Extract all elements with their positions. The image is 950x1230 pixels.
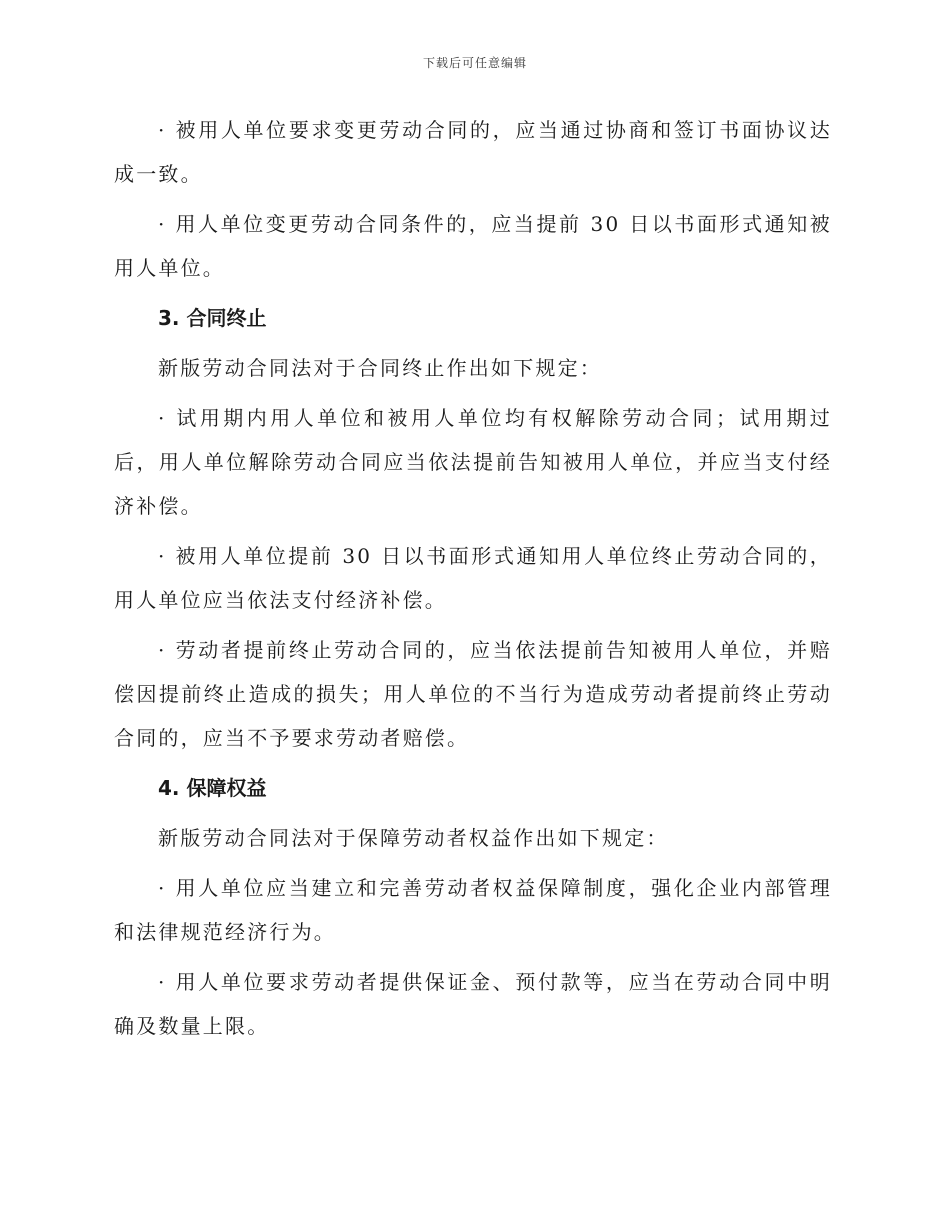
paragraph-termination-intro: 新版劳动合同法对于合同终止作出如下规定： xyxy=(158,356,602,380)
paragraph-probation-termination: · 试用期内用人单位和被用人单位均有权解除劳动合同；试用期过后，用人单位解除劳动合同应当依法提前告知被用人单位，并应当支付经济补偿。 xyxy=(114,406,832,518)
section-heading-rights-protection: 4. 保障权益 xyxy=(158,776,267,800)
paragraph-rights-system: · 用人单位应当建立和完善劳动者权益保障制度，强化企业内部管理和法律规范经济行为。 xyxy=(114,876,832,944)
page-header: 下载后可任意编辑 xyxy=(422,56,527,70)
document-body xyxy=(114,108,832,1054)
paragraph-rights-intro: 新版劳动合同法对于保障劳动者权益作出如下规定： xyxy=(158,826,669,850)
paragraph-contract-change-notice: · 用人单位变更劳动合同条件的，应当提前 30 日以书面形式通知被用人单位。 xyxy=(114,212,832,280)
paragraph-deposit-limit: · 用人单位要求劳动者提供保证金、预付款等，应当在劳动合同中明确及数量上限。 xyxy=(114,970,832,1038)
paragraph-early-termination-compensation: · 劳动者提前终止劳动合同的，应当依法提前告知被用人单位，并赔偿因提前终止造成的损失；用人单位的不当行为造成劳动者提前终止劳动合同的，应当不予要求劳动者赔偿。 xyxy=(114,638,832,750)
section-heading-contract-termination: 3. 合同终止 xyxy=(158,306,267,330)
paragraph-employee-notice-termination: · 被用人单位提前 30 日以书面形式通知用人单位终止劳动合同的，用人单位应当依法支付经济补偿。 xyxy=(114,544,832,612)
paragraph-contract-change-negotiation: · 被用人单位要求变更劳动合同的，应当通过协商和签订书面协议达成一致。 xyxy=(114,118,832,186)
